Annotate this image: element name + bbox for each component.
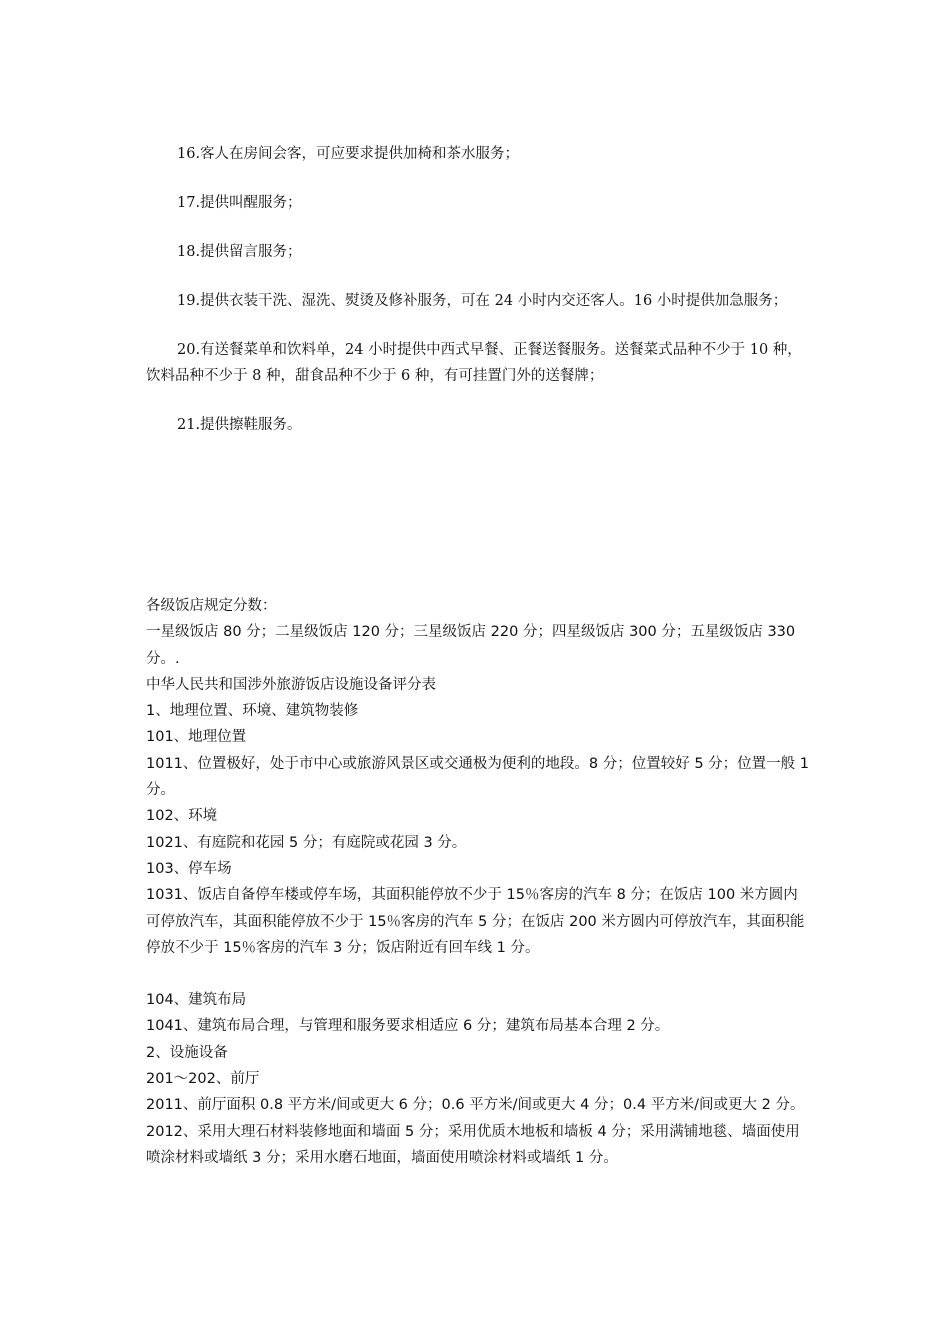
section-heading-location: 1、地理位置、环境、建筑物装修 [146,703,359,720]
item-heading-103: 103、停车场 [146,860,232,877]
item-text-1021: 1021、有庭院和花园 5 分；有庭院或花园 3 分。 [146,834,467,851]
service-items-list [146,141,811,461]
item-heading-104: 104、建筑布局 [146,992,247,1009]
item-heading-201-202: 201～202、前厅 [146,1071,260,1088]
service-item-16: 16.客人在房间会客，可应要求提供加椅和茶水服务； [177,146,520,162]
required-scores-heading: 各级饭店规定分数： [146,598,277,614]
required-scores-text: 一星级饭店 80 分；二星级饭店 120 分；三星级饭店 220 分；四星级饭店 300 分；五星级饭店 330 分。. [146,624,796,667]
item-text-2011: 2011、前厅面积 0.8 平方米/间或更大 6 分；0.6 平方米/间或更大 4 分；0.4 平方米/间或更大 2 分。 [146,1097,805,1114]
item-text-2012: 2012、采用大理石材料装修地面和墙面 5 分；采用优质木地板和墙板 4 分；采用满铺地毯、墙面使用喷涂材料或墙纸 3 分；采用水磨石地面，墙面使用喷涂材料或墙纸 1 分。 [146,1123,800,1166]
service-item-20: 20.有送餐菜单和饮料单，24 小时提供中西式早餐、正餐送餐服务。送餐菜式品种不少于 10 种，饮料品种不少于 8 种，甜食品种不少于 6 种，有可挂置门外的送餐牌； [146,342,802,384]
item-heading-101: 101、地理位置 [146,729,247,746]
service-item-21: 21.提供擦鞋服务。 [177,417,302,433]
section-heading-facilities: 2、设施设备 [146,1044,228,1061]
service-item-18: 18.提供留言服务； [177,244,302,260]
scoring-section [146,593,811,1171]
service-item-19: 19.提供衣装干洗、湿洗、熨烫及修补服务，可在 24 小时内交还客人。16 小时提供加急服务； [177,293,788,309]
scoring-table-title: 中华人民共和国涉外旅游饭店设施设备评分表 [146,676,436,693]
item-text-1011: 1011、位置极好，处于市中心或旅游风景区或交通极为便利的地段。8 分；位置较好 5 分；位置一般 1 分。 [146,755,810,799]
item-text-1031: 1031、饭店自备停车楼或停车场，其面积能停放不少于 15％客房的汽车 8 分；在饭店 100 米方圆内可停放汽车，其面积能停放不少于 15％客房的汽车 5 分；在饭店 200 米方圆内可停放汽车，其面积能停放不少于 15％客房的汽车 3 分；饭店附近有回车线 1 分。 [146,887,805,956]
service-item-17: 17.提供叫醒服务； [177,195,302,211]
item-text-1041: 1041、建筑布局合理，与管理和服务要求相适应 6 分；建筑布局基本合理 2 分。 [146,1018,670,1035]
item-heading-102: 102、环境 [146,808,218,825]
